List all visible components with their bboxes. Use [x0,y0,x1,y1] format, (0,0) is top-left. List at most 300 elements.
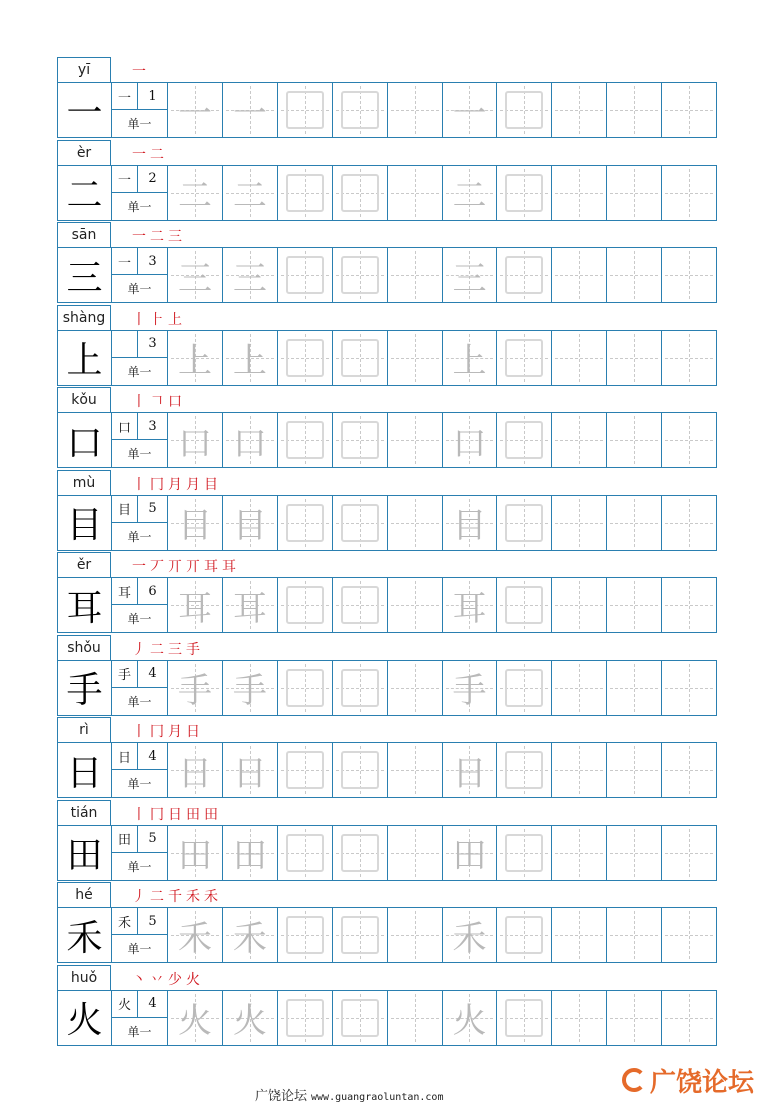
stroke-step-glyph: 口 [168,394,182,410]
trace-character: 目 [177,506,212,546]
trace-cell[interactable] [168,661,223,715]
writing-row [57,825,717,881]
pinyin-row [57,965,717,990]
stroke-step-glyph: 三 [168,229,182,245]
pinyin-row [57,882,717,907]
boxed-cell[interactable] [278,496,333,550]
stroke-step-glyph: 二 [150,229,164,245]
practice-cell[interactable] [388,908,443,962]
practice-cell[interactable] [662,166,716,220]
trace-cell[interactable] [168,413,223,467]
pinyin-row [57,222,717,247]
trace-cell[interactable] [223,413,278,467]
stroke-step [132,559,146,575]
radical: 目 [112,496,138,523]
trace-cell[interactable] [223,908,278,962]
stroke-step-glyph: 冂 [150,806,164,823]
boxed-cell[interactable] [497,166,552,220]
structure-type: 单一 [127,529,152,544]
practice-cell[interactable] [552,826,607,880]
writing-row [57,82,717,138]
practice-cell[interactable] [607,991,662,1045]
radical: 手 [112,661,138,688]
trace-cell[interactable] [223,331,278,385]
stroke-count: 3 [138,248,167,275]
pinyin-label: shǒu [57,635,111,660]
structure-type: 单一 [127,612,152,626]
stroke-step-glyph: 三 [168,641,182,658]
practice-cell[interactable] [552,743,607,797]
stroke-step [168,642,182,658]
character-info [112,413,168,467]
trace-cell[interactable] [443,578,498,632]
trace-character: 日 [232,753,267,794]
stroke-step-glyph: 丨 [132,476,146,493]
boxed-cell[interactable] [497,496,552,550]
practice-square [286,916,324,954]
practice-square [341,916,379,954]
practice-cell[interactable] [388,496,443,550]
boxed-cell[interactable] [497,578,552,632]
boxed-cell[interactable] [497,826,552,880]
pinyin-row [57,387,717,412]
stroke-step [204,559,218,575]
radical: 火 [112,991,138,1018]
stroke-step [132,724,146,740]
stroke-step-glyph: 手 [186,641,200,658]
practice-cell[interactable] [662,413,716,467]
practice-cell[interactable] [552,908,607,962]
trace-character: 日 [177,753,212,794]
trace-cell[interactable] [223,496,278,550]
boxed-cell[interactable] [278,413,333,467]
stroke-count: 5 [138,826,167,853]
practice-square [286,751,324,789]
pinyin-row [57,140,717,165]
stroke-step [168,724,182,740]
practice-cell[interactable] [662,661,716,715]
practice-cell[interactable] [607,661,662,715]
practice-cell[interactable] [662,83,716,137]
boxed-cell[interactable] [278,661,333,715]
practice-square [286,669,324,707]
character-info [112,743,168,797]
stroke-step-glyph: 上 [168,311,182,328]
practice-square [341,421,379,459]
pinyin-row [57,305,717,330]
stroke-order [132,225,182,245]
practice-cell[interactable] [388,743,443,797]
practice-square [286,834,324,872]
trace-cell[interactable] [168,166,223,220]
practice-cell[interactable] [388,83,443,137]
practice-cell[interactable] [607,331,662,385]
logo-mark-icon [622,1068,646,1092]
practice-cell[interactable] [607,743,662,797]
trace-character: 目 [232,506,267,546]
writing-row [57,907,717,963]
writing-row [57,660,717,716]
stroke-count: 3 [138,413,167,440]
boxed-cell[interactable] [333,991,388,1045]
trace-cell[interactable] [223,991,278,1045]
practice-cell[interactable] [388,413,443,467]
pinyin-row [57,470,717,495]
structure-type: 单一 [127,777,152,791]
stroke-count: 4 [138,661,167,688]
stroke-step [150,642,164,658]
practice-cell[interactable] [607,413,662,467]
stroke-step-glyph: 火 [186,971,200,988]
trace-character: 口 [232,423,267,464]
stroke-count: 3 [138,331,167,358]
boxed-cell[interactable] [497,83,552,137]
trace-cell[interactable] [168,248,223,302]
trace-cell[interactable] [443,413,498,467]
stroke-step [186,642,200,658]
trace-character: 上 [452,341,487,381]
trace-character: 田 [452,836,487,876]
practice-cell[interactable] [388,578,443,632]
logo-text: 广饶论坛 [650,1067,755,1098]
trace-cell[interactable] [168,743,223,797]
trace-cell[interactable] [443,743,498,797]
trace-cell[interactable] [168,331,223,385]
trace-character: 上 [177,341,212,381]
trace-character: 耳 [177,588,212,629]
writing-row [57,330,717,386]
trace-cell[interactable] [443,166,498,220]
character-info [112,991,168,1045]
boxed-cell[interactable] [333,248,388,302]
practice-cell[interactable] [662,496,716,550]
practice-square [505,339,543,377]
practice-cell[interactable] [662,331,716,385]
practice-square [505,916,543,954]
stroke-step [132,229,146,245]
model-character: 火 [58,991,112,1045]
model-character: 上 [58,331,112,385]
writing-row [57,577,717,633]
stroke-step-glyph: 丨 [132,806,146,823]
practice-cell[interactable] [607,578,662,632]
trace-cell[interactable] [443,331,498,385]
character-entry [57,882,717,965]
practice-cell[interactable] [662,991,716,1045]
boxed-cell[interactable] [278,331,333,385]
boxed-cell[interactable] [333,661,388,715]
pinyin-label: hé [57,882,111,907]
practice-cell[interactable] [552,166,607,220]
trace-cell[interactable] [223,743,278,797]
stroke-step-glyph: 耳 [204,559,218,575]
practice-cell[interactable] [552,578,607,632]
boxed-cell[interactable] [333,496,388,550]
character-entry [57,470,717,553]
boxed-cell[interactable] [278,826,333,880]
trace-cell[interactable] [168,83,223,137]
stroke-order [132,885,218,905]
boxed-cell[interactable] [497,908,552,962]
stroke-step [204,889,218,905]
stroke-step [186,724,200,740]
boxed-cell[interactable] [333,908,388,962]
practice-cell[interactable] [662,743,716,797]
trace-cell[interactable] [168,578,223,632]
stroke-step [168,477,182,493]
trace-cell[interactable] [443,83,498,137]
practice-square [286,256,324,294]
trace-character: 上 [232,341,267,381]
character-info [112,331,168,385]
structure-type: 单一 [127,199,152,214]
trace-cell[interactable] [168,496,223,550]
stroke-step [186,889,200,905]
boxed-cell[interactable] [333,413,388,467]
stroke-step [132,972,146,988]
trace-cell[interactable] [168,991,223,1045]
character-entry [57,222,717,305]
footer-url[interactable]: www.guangraoluntan.com [311,1092,444,1103]
boxed-cell[interactable] [278,83,333,137]
character-info [112,578,168,632]
trace-cell[interactable] [168,826,223,880]
practice-cell[interactable] [552,496,607,550]
practice-cell[interactable] [388,331,443,385]
practice-cell[interactable] [607,83,662,137]
model-character: 禾 [58,908,112,962]
practice-cell[interactable] [552,991,607,1045]
radical: 一 [112,83,138,110]
boxed-cell[interactable] [333,578,388,632]
practice-cell[interactable] [388,166,443,220]
trace-character: 田 [177,836,212,876]
stroke-step [168,972,182,988]
stroke-step-glyph: 丆 [150,559,164,575]
stroke-step [132,642,146,658]
trace-character: 一 [232,93,267,134]
stroke-step-glyph: 一 [132,146,146,163]
practice-cell[interactable] [388,826,443,880]
stroke-step-glyph: 二 [150,889,164,905]
trace-cell[interactable] [443,991,498,1045]
practice-square [505,999,543,1037]
trace-cell[interactable] [223,83,278,137]
boxed-cell[interactable] [333,743,388,797]
boxed-cell[interactable] [278,578,333,632]
practice-square [341,999,379,1037]
radical: 耳 [112,578,138,605]
practice-cell[interactable] [607,496,662,550]
trace-cell[interactable] [443,661,498,715]
boxed-cell[interactable] [333,826,388,880]
practice-cell[interactable] [662,578,716,632]
stroke-step-glyph: 月 [168,724,182,740]
pinyin-row [57,635,717,660]
pinyin-label: mù [57,470,111,495]
trace-cell[interactable] [223,826,278,880]
boxed-cell[interactable] [497,331,552,385]
practice-square [341,586,379,624]
pinyin-label: tián [57,800,111,825]
boxed-cell[interactable] [278,991,333,1045]
stroke-step [132,889,146,905]
stroke-count: 5 [138,908,167,935]
boxed-cell[interactable] [333,83,388,137]
practice-square [286,999,324,1037]
trace-cell[interactable] [223,578,278,632]
writing-row [57,247,717,303]
trace-cell[interactable] [168,908,223,962]
stroke-count: 4 [138,743,167,770]
trace-character: 三 [452,258,487,299]
practice-cell[interactable] [607,248,662,302]
stroke-step [168,312,182,328]
stroke-count: 6 [138,578,167,605]
boxed-cell[interactable] [333,331,388,385]
stroke-step [150,559,164,575]
stroke-step [204,807,218,823]
practice-cell[interactable] [662,826,716,880]
stroke-step-glyph: 丨 [132,394,146,410]
model-character: 目 [58,496,112,550]
practice-cell[interactable] [607,908,662,962]
footer [255,1085,443,1104]
structure-type: 单一 [127,447,152,461]
radical: 禾 [112,908,138,935]
character-entry [57,387,717,470]
stroke-step [150,229,164,245]
trace-character: 目 [452,506,487,546]
boxed-cell[interactable] [278,743,333,797]
character-entry [57,305,717,388]
stroke-step [168,889,182,905]
stroke-step-glyph: 耳 [222,559,236,575]
practice-cell[interactable] [607,166,662,220]
practice-square [505,586,543,624]
structure-type: 单一 [127,942,152,956]
stroke-step-glyph: 冂 [150,724,164,740]
stroke-step [150,477,164,493]
stroke-step-glyph: 田 [204,806,218,823]
trace-cell[interactable] [443,908,498,962]
stroke-step [150,147,164,163]
boxed-cell[interactable] [497,248,552,302]
trace-character: 禾 [232,918,267,959]
stroke-step-glyph: 千 [168,889,182,905]
structure-type: 单一 [127,364,152,379]
structure-type: 单一 [127,282,152,296]
practice-cell[interactable] [552,331,607,385]
practice-square [505,91,543,129]
stroke-order [132,308,182,328]
boxed-cell[interactable] [497,413,552,467]
structure-type: 单一 [127,117,152,131]
trace-cell[interactable] [443,248,498,302]
trace-character: 二 [452,176,487,216]
trace-cell[interactable] [443,496,498,550]
character-info [112,496,168,550]
practice-square [505,421,543,459]
trace-character: 火 [177,1001,212,1041]
stroke-step-glyph: 目 [204,476,218,493]
boxed-cell[interactable] [278,248,333,302]
model-character: 日 [58,743,112,797]
stroke-step [132,477,146,493]
stroke-step [168,807,182,823]
stroke-step-glyph: 𠃍 [150,394,164,410]
stroke-step-glyph: 一 [132,559,146,575]
pinyin-label: huǒ [57,965,111,990]
footer-site-name: 广饶论坛 [255,1089,308,1104]
trace-character: 一 [452,93,487,134]
stroke-step-glyph: 二 [150,641,164,658]
character-entry [57,965,717,1048]
boxed-cell[interactable] [497,991,552,1045]
pinyin-row [57,800,717,825]
trace-cell[interactable] [223,661,278,715]
stroke-step-glyph: 冂 [150,476,164,493]
logo [622,1063,754,1097]
trace-cell[interactable] [443,826,498,880]
practice-cell[interactable] [388,991,443,1045]
practice-cell[interactable] [662,908,716,962]
pinyin-row [57,552,717,577]
radical: 口 [112,413,138,440]
writing-row [57,495,717,551]
writing-row [57,165,717,221]
practice-square [286,174,324,212]
trace-character: 日 [452,753,487,794]
boxed-cell[interactable] [333,166,388,220]
trace-cell[interactable] [223,166,278,220]
stroke-step [150,889,164,905]
stroke-order [132,473,218,493]
trace-character: 手 [452,671,487,711]
trace-character: 三 [177,258,212,299]
character-info [112,908,168,962]
stroke-order [132,720,200,740]
pinyin-label: yī [57,57,111,82]
boxed-cell[interactable] [278,166,333,220]
boxed-cell[interactable] [497,661,552,715]
practice-cell[interactable] [607,826,662,880]
practice-cell[interactable] [662,248,716,302]
stroke-step-glyph: 丿 [132,641,146,658]
practice-cell[interactable] [552,413,607,467]
trace-cell[interactable] [223,248,278,302]
stroke-order [132,143,164,163]
character-info [112,83,168,137]
practice-square [286,586,324,624]
radical [112,331,138,358]
stroke-step-glyph: ⺊ [150,311,164,328]
stroke-step [204,477,218,493]
practice-cell[interactable] [388,661,443,715]
practice-cell[interactable] [552,83,607,137]
practice-cell[interactable] [552,248,607,302]
boxed-cell[interactable] [497,743,552,797]
stroke-step-glyph: 日 [186,724,200,740]
practice-square [286,339,324,377]
boxed-cell[interactable] [278,908,333,962]
stroke-step [186,559,200,575]
radical: 日 [112,743,138,770]
practice-cell[interactable] [552,661,607,715]
practice-cell[interactable] [388,248,443,302]
stroke-count: 4 [138,991,167,1018]
stroke-step-glyph: 日 [168,806,182,823]
